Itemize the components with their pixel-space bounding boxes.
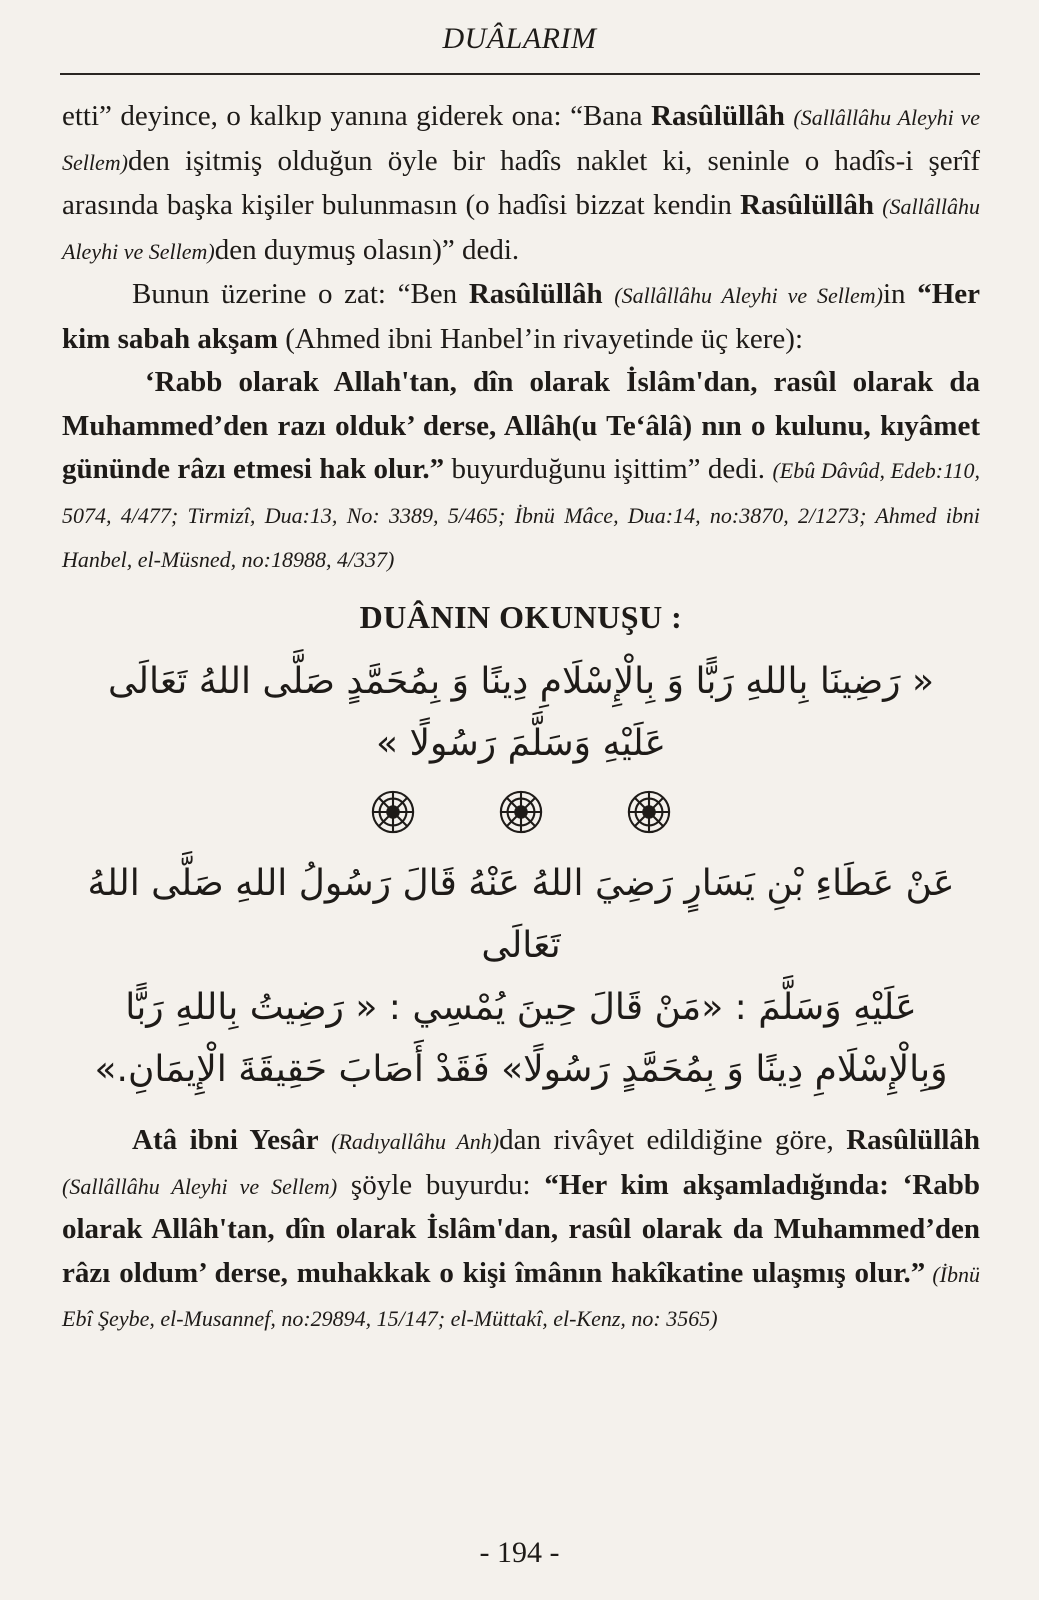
source-citation: (İbnü Ebî Şeybe, el-Musannef, no:29894, 15/147; el-Müttakî, el-Kenz, no: 3565) — [62, 1261, 980, 1331]
source-citation: (Ebû Dâvûd, Edeb:110, 5074, 4/477; Tirmizî, Dua:13, No: 3389, 5/465; İbnü Mâce, Dua:14, no:3870, 2/1273; Ahmed ibni Hanbel, el-Müsned, no:18988, 4/337) — [62, 458, 980, 572]
section-heading: DUÂNIN OKUNUŞU : — [359, 598, 683, 635]
rasulullah-name: Rasûlüllâh — [740, 189, 874, 221]
header-rule — [60, 73, 980, 75]
narrator-name: Atâ ibni Yesâr — [132, 1124, 319, 1156]
honorific: (Sallâllâhu Aleyhi ve Sellem) — [62, 105, 980, 175]
text-span: şöyle buyurdu: — [337, 1168, 545, 1201]
arabic-line: عَلَيْهِ وَسَلَّمَ : «مَنْ قَالَ حِينَ يُمْسِي : « رَضِيتُ بِاللهِ رَبًّا — [125, 987, 917, 1028]
text-span: buyurduğunu işittim” dedi. — [444, 453, 773, 485]
text-span: etti” deyince, o kalkıp yanına giderek ona: “Bana — [62, 100, 652, 132]
text-span: in — [882, 278, 918, 310]
paragraph-3 — [62, 361, 980, 582]
hadith-quote: “Her kim akşamladığında: ‘Rabb olarak Allâh'tan, dîn olarak İslâm'dan, rasûl olarak da Muhammed’den râzı oldum’ derse, muhakkak o kişi îmânın hakîkatine ulaşmış olur.” — [62, 1168, 980, 1289]
arabic-hadith-block — [62, 853, 980, 1101]
honorific: (Sallâllâhu Aleyhi ve Sellem) — [62, 1173, 338, 1199]
page-body — [62, 95, 980, 1341]
honorific: (Radıyallâhu Anh) — [331, 1129, 500, 1154]
running-title: DUÂLARIM — [442, 22, 597, 55]
paragraph-1 — [62, 95, 980, 273]
arabic-line: عَلَيْهِ وَسَلَّمَ رَسُولًا » — [375, 723, 667, 764]
rasulullah-name: Rasûlüllâh — [651, 100, 785, 132]
paragraph-2 — [62, 273, 980, 361]
rasulullah-name: Rasûlüllâh — [468, 278, 603, 310]
arabic-line: « رَضِينَا بِاللهِ رَبًّا وَ بِالْإِسْلَامِ دِينًا وَ بِمُحَمَّدٍ صَلَّى اللهُ تَعَالَى — [108, 661, 934, 702]
bold-phrase: “Her kim sabah akşam — [62, 278, 980, 355]
text-span: dan rivâyet edildiğine göre, — [499, 1124, 847, 1156]
flower-ornament-icon — [370, 789, 416, 835]
text-span: Bunun üzerine o zat: “Ben — [132, 278, 469, 310]
text-span: den işitmiş olduğun öyle bir hadîs naklet ki, seninle o hadîs-i şerîf arasında başka kişiler bulunmasın (o hadîsi bizzat kendin — [62, 144, 980, 221]
arabic-line: وَبِالْإِسْلَامِ دِينًا وَ بِمُحَمَّدٍ رَسُولًا» فَقَدْ أَصَابَ حَقِيقَةَ الْإِيمَانِ.» — [94, 1049, 948, 1090]
text-span: den duymuş olasın)” dedi. — [214, 233, 520, 266]
arabic-line: عَنْ عَطَاءِ بْنِ يَسَارٍ رَضِيَ اللهُ عَنْهُ قَالَ رَسُولُ اللهِ صَلَّى اللهُ تَعَالَى — [87, 863, 955, 966]
page-number: - 194 - — [479, 1536, 560, 1569]
hadith-quote: ‘Rabb olarak Allah'tan, dîn olarak İslâm'dan, rasûl olarak da Muhammed’den razı olduk’ derse, Allâh(u Te‘âlâ) nın o kulunu, kıyâmet gününde râzı etmesi hak olur.” — [62, 366, 980, 485]
honorific: (Sallâllâhu Aleyhi ve Sellem) — [62, 194, 980, 264]
paragraph-4 — [62, 1119, 980, 1341]
ornament-row — [62, 777, 980, 847]
text-span: (Ahmed ibni Hanbel’in rivayetinde üç kere): — [277, 322, 803, 355]
rasulullah-name: Rasûlüllâh — [846, 1124, 981, 1156]
flower-ornament-icon — [626, 789, 672, 835]
arabic-dua-block — [62, 651, 980, 775]
flower-ornament-icon — [498, 789, 544, 835]
honorific: (Sallâllâhu Aleyhi ve Sellem) — [614, 283, 883, 308]
